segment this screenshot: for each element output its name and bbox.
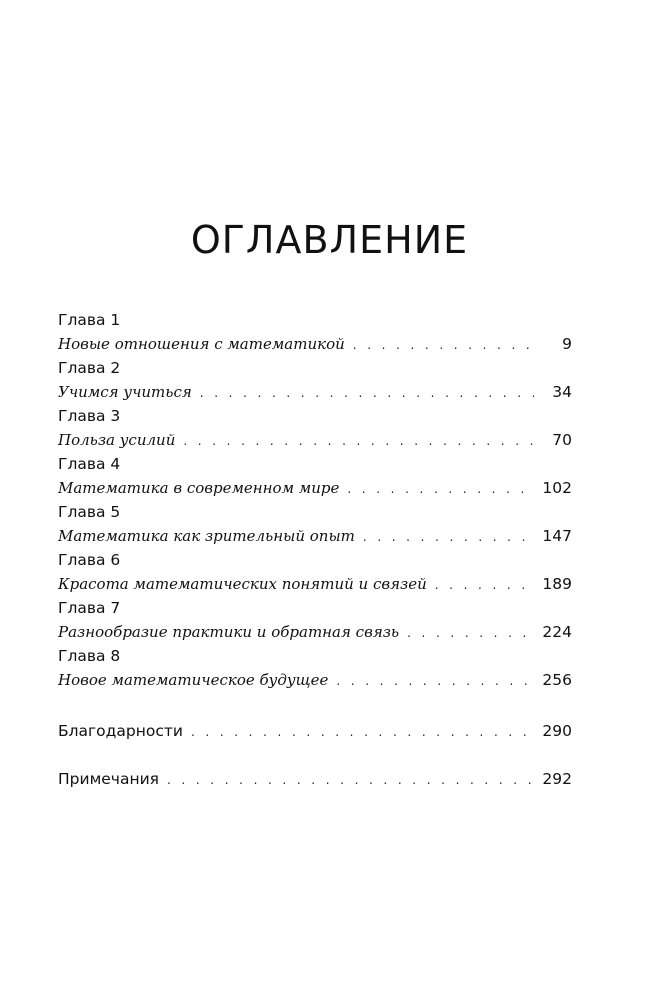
- toc-entry-chapter-1: [58, 308, 572, 356]
- chapter-label: Глава 4: [58, 455, 121, 473]
- page-number: 147: [542, 527, 572, 545]
- dot-leader: [336, 669, 534, 693]
- table-of-contents: [58, 308, 572, 692]
- toc-entry-chapter-5: [58, 500, 572, 548]
- page-number: 9: [562, 335, 572, 353]
- toc-entry-chapter-8: [58, 644, 572, 692]
- toc-entry-acknowledgements: [58, 719, 572, 743]
- chapter-title: Польза усилий: [58, 431, 176, 449]
- chapter-label: Глава 2: [58, 359, 121, 377]
- dot-leader: [200, 381, 534, 405]
- chapter-label: Глава 6: [58, 551, 121, 569]
- chapter-title-row: [58, 476, 572, 500]
- chapter-label: Глава 5: [58, 503, 121, 521]
- chapter-title: Математика в современном мире: [58, 479, 340, 497]
- page-number: 224: [542, 623, 572, 641]
- chapter-label: Глава 8: [58, 647, 121, 665]
- chapter-title: Математика как зрительный опыт: [58, 527, 355, 545]
- page-number: 189: [542, 575, 572, 593]
- page-number: 70: [552, 431, 572, 449]
- page-number: 290: [542, 722, 572, 740]
- dot-leader: [353, 333, 534, 357]
- chapter-title: Красота математических понятий и связей: [58, 575, 427, 593]
- toc-entry-chapter-7: [58, 596, 572, 644]
- dot-leader: [183, 429, 534, 453]
- notes-row: [58, 767, 572, 791]
- chapter-title-row: [58, 572, 572, 596]
- toc-entry-chapter-3: [58, 404, 572, 452]
- toc-entry-chapter-6: [58, 548, 572, 596]
- toc-entry-chapter-4: [58, 452, 572, 500]
- dot-leader: [407, 621, 534, 645]
- dot-leader: [191, 720, 534, 744]
- toc-entry-notes: [58, 767, 572, 791]
- chapter-title-row: [58, 524, 572, 548]
- dot-leader: [363, 525, 534, 549]
- page-title: ОГЛАВЛЕНИЕ: [190, 218, 469, 262]
- page-number: 256: [542, 671, 572, 689]
- dot-leader: [435, 573, 534, 597]
- notes-title: Примечания: [58, 770, 159, 788]
- page-number: 102: [542, 479, 572, 497]
- chapter-label: Глава 3: [58, 407, 121, 425]
- chapter-label: Глава 7: [58, 599, 121, 617]
- acknowledgements-title: Благодарности: [58, 722, 183, 740]
- page-number: 292: [542, 770, 572, 788]
- chapter-label: Глава 1: [58, 311, 121, 329]
- chapter-title-row: [58, 668, 572, 692]
- chapter-title-row: [58, 620, 572, 644]
- dot-leader: [347, 477, 534, 501]
- acknowledgements-row: [58, 719, 572, 743]
- toc-entry-chapter-2: [58, 356, 572, 404]
- chapter-title: Новое математическое будущее: [58, 671, 329, 689]
- page-number: 34: [552, 383, 572, 401]
- dot-leader: [167, 768, 534, 792]
- chapter-title-row: [58, 380, 572, 404]
- chapter-title: Учимся учиться: [58, 383, 192, 401]
- chapter-title: Новые отношения с математикой: [58, 335, 345, 353]
- chapter-title: Разнообразие практики и обратная связь: [58, 623, 400, 641]
- chapter-title-row: [58, 332, 572, 356]
- chapter-title-row: [58, 428, 572, 452]
